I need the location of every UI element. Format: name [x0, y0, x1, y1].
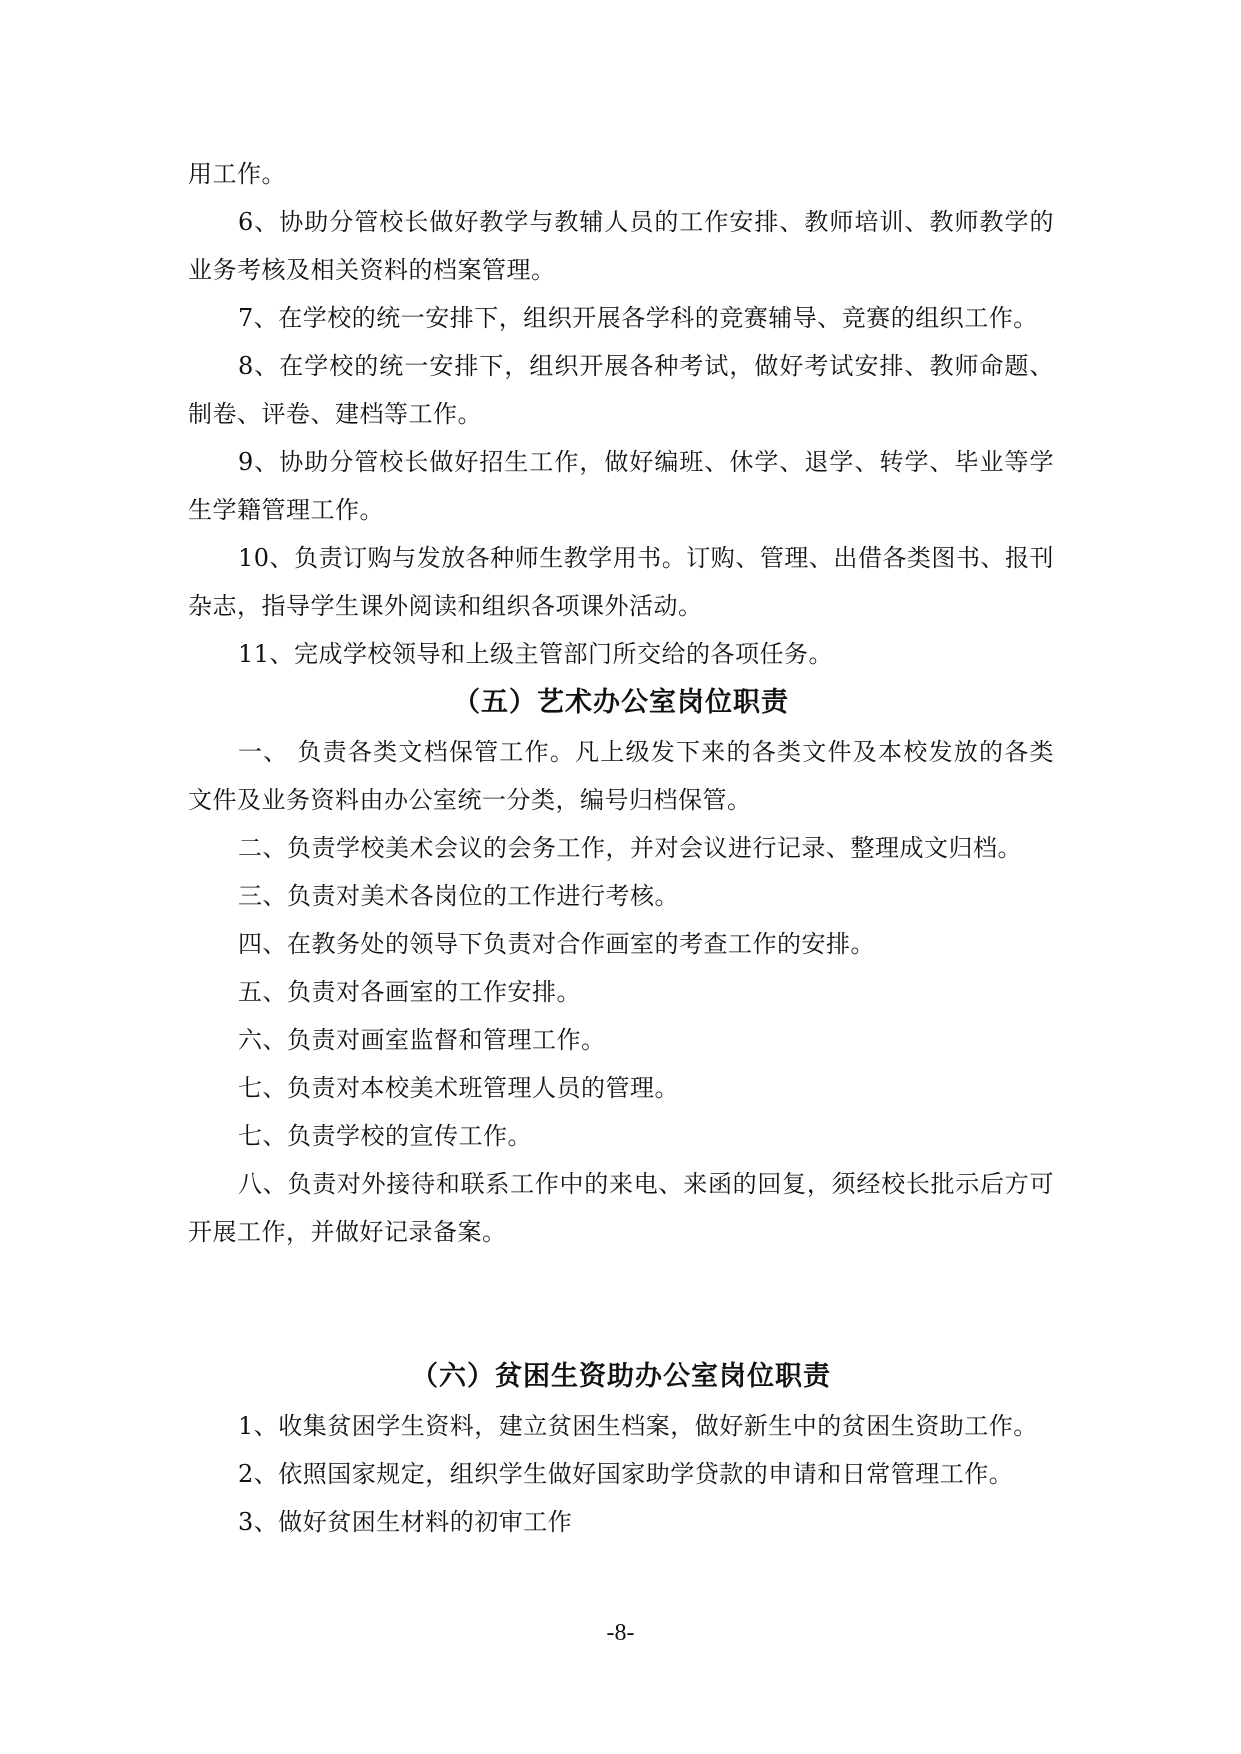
aid-duty-3: 3、做好贫困生材料的初审工作 [238, 1508, 573, 1536]
aid-duty-1: 1、收集贫困学生资料，建立贫困生档案，做好新生中的贫困生资助工作。 [238, 1412, 1038, 1440]
art-duty-5: 五、负责对各画室的工作安排。 [238, 978, 581, 1006]
paragraph-item-6: 6、协助分管校长做好教学与教辅人员的工作安排、教师培训、教师教学的业务考核及相关资料的档案管理。 [188, 208, 1054, 284]
art-duty-3: 三、负责对美术各岗位的工作进行考核。 [238, 882, 679, 910]
art-duty-2: 二、负责学校美术会议的会务工作，并对会议进行记录、整理成文归档。 [238, 834, 1022, 862]
paragraph-item-8: 8、在学校的统一安排下，组织开展各种考试，做好考试安排、教师命题、制卷、评卷、建档等工作。 [188, 352, 1054, 428]
art-duty-1: 一、 负责各类文档保管工作。凡上级发下来的各类文件及本校发放的各类文件及业务资料由办公室统一分类，编号归档保管。 [188, 738, 1054, 814]
paragraph-item-9: 9、协助分管校长做好招生工作，做好编班、休学、退学、转学、毕业等学生学籍管理工作。 [188, 448, 1054, 524]
art-duty-4: 四、在教务处的领导下负责对合作画室的考查工作的安排。 [238, 930, 875, 958]
art-duty-7b: 七、负责学校的宣传工作。 [238, 1122, 532, 1150]
aid-duty-2: 2、依照国家规定，组织学生做好国家助学贷款的申请和日常管理工作。 [238, 1460, 1014, 1488]
section-heading-aid-office: （六）贫困生资助办公室岗位职责 [411, 1361, 831, 1392]
page-content [188, 150, 1054, 1546]
section-heading-art-office: （五）艺术办公室岗位职责 [453, 687, 789, 718]
art-duty-7a: 七、负责对本校美术班管理人员的管理。 [238, 1074, 679, 1102]
paragraph-continuation: 用工作。 [188, 160, 286, 188]
art-duty-8: 八、负责对外接待和联系工作中的来电、来函的回复，须经校长批示后方可开展工作，并做好记录备案。 [188, 1170, 1054, 1246]
section-spacer [188, 1256, 1054, 1352]
page-number: -8- [606, 1620, 635, 1646]
paragraph-item-10: 10、负责订购与发放各种师生教学用书。订购、管理、出借各类图书、报刊杂志，指导学生课外阅读和组织各项课外活动。 [188, 544, 1054, 620]
paragraph-item-7: 7、在学校的统一安排下，组织开展各学科的竞赛辅导、竞赛的组织工作。 [238, 304, 1038, 332]
paragraph-item-11: 11、完成学校领导和上级主管部门所交给的各项任务。 [238, 640, 834, 668]
art-duty-6: 六、负责对画室监督和管理工作。 [238, 1026, 606, 1054]
